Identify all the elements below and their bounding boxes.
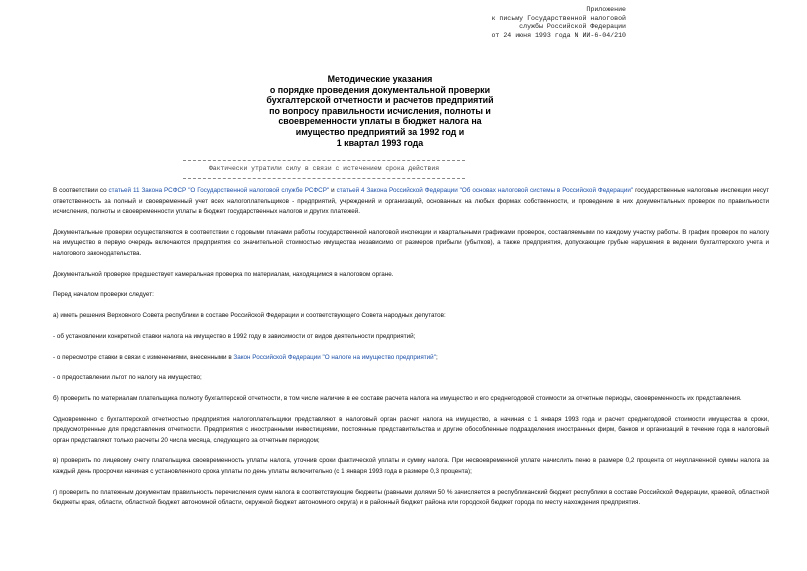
paragraph: - о предоставлении льгот по налогу на имущество; (53, 374, 202, 382)
paragraph-text: государственные налоговые инспекции несут ответственность за полный и своевременный учет всех налогоплательщиков - предприятий, учреждений и организаций, основанных на любых формах собственности, и проведение в них документальных проверок по правильности исчисления, полноты и своевременности уплаты в бюджет государственных налогов и других платежей. (53, 187, 770, 216)
paragraph-text: ; (435, 353, 438, 361)
title-line: о порядке проведения документальной проверки (269, 84, 491, 95)
document-body (53, 186, 769, 519)
appendix-line: Приложение (586, 6, 626, 13)
status-note: Фактически утратили силу в связи с истечением срока действия (208, 165, 440, 172)
paragraph: - об установлении конкретной ставки налога на имущество в 1992 году в зависимости от видов деятельности предприятий; (53, 332, 416, 340)
title-line: 1 квартал 1993 года (336, 137, 424, 148)
paragraph (53, 353, 769, 364)
paragraph (53, 186, 769, 218)
divider-bottom (183, 178, 465, 179)
paragraph: а) иметь решения Верховного Совета республики в составе Российской Федерации и соответствующего Совета народных депутатов: (53, 312, 446, 320)
title-line: Методические указания (327, 74, 433, 84)
title-line: бухгалтерской отчетности и расчетов предприятий (266, 95, 494, 106)
document-title (230, 74, 530, 148)
paragraph-text: и (329, 187, 337, 194)
paragraph: Документальные проверки осуществляются в соответствии с годовыми планами работы государственной налоговой инспекции и квартальными графиками проверок, составляемыми по каждому участку работы. В график проверок по налогу на имущество в первую очередь включаются предприятия со значительной стоимостью имущества независимо от размеров прибыли (убытков), а также предприятия, допускающие грубые нарушения в ведении бухгалтерского учета и налогового законодательства. (53, 228, 769, 258)
law-link-tax-system[interactable]: статьей 4 Закона Российской Федерации "Об основах налоговой системы в Российской Федерации" (336, 187, 634, 194)
paragraph-text: - о пересмотре ставки в связи с изменениями, внесенными в (53, 353, 234, 361)
paragraph-text: В соответствии со (53, 187, 109, 194)
law-link-tax-service[interactable]: статьей 11 Закона РСФСР "О Государственной налоговой службе РСФСР" (108, 187, 330, 194)
appendix-header (491, 6, 626, 40)
paragraph: в) проверить по лицевому счету плательщика своевременность уплаты налога, уточнив сроки фактической уплаты и сумму налога. При несвоевременной уплате начислить пеню в размере 0,2 процента от неуплаченной суммы налога за каждый день просрочки начиная с установленного срока уплаты по день уплаты включительно (с 1 января 1993 года в размере 0,3 процента); (53, 457, 769, 476)
paragraph: г) проверить по платежным документам правильность перечисления сумм налога в соответствующие бюджеты (равными долями 50 % зачисляется в республиканский бюджет республики в составе Российской Федерации, краевой, областной бюджеты края, области, областной бюджет автономной области, окружной бюджет автономного округа) и в районный бюджет района или городской бюджет города по месту нахождения предприятия. (53, 488, 769, 507)
paragraph: Перед началом проверки следует: (53, 291, 154, 299)
title-line: по вопросу правильности исчисления, полноты и (269, 105, 491, 116)
title-line: имущество предприятий за 1992 год и (295, 126, 465, 137)
appendix-line: к письму Государственной налоговой (491, 14, 626, 22)
appendix-line: службы Российской Федерации (519, 23, 626, 31)
paragraph: Одновременно с бухгалтерской отчетностью предприятия налогоплательщики представляют в налоговый орган расчет налога на имущество, а начиная с 1 января 1993 года и расчет среднегодовой стоимости имущества в сроки, предусмотренные для представления отчетности. Предприятия с иностранными инвестициями, постоянные представительства и другие обособленные подразделения иностранных фирм, банков и организаций в течение года в налоговый орган представляют только расчеты 20 числа месяца, следующего за отчетным периодом; (53, 415, 769, 444)
title-line: своевременности уплаты в бюджет налога на (278, 116, 482, 127)
law-link-property-tax[interactable]: Закон Российской Федерации "О налоге на имущество предприятий" (233, 353, 436, 361)
paragraph: б) проверить по материалам плательщика полноту бухгалтерской отчетности, в том числе наличие в ее составе расчета налога на имущество и его среднегодовой стоимости за отчетные периоды, своевременность их представления. (53, 394, 742, 402)
divider-top (183, 160, 465, 161)
appendix-line: от 24 июня 1993 года N ИИ-6-04/210 (491, 31, 626, 39)
paragraph: Документальной проверке предшествует камеральная проверка по материалам, находящимся в налоговом органе. (53, 270, 394, 278)
